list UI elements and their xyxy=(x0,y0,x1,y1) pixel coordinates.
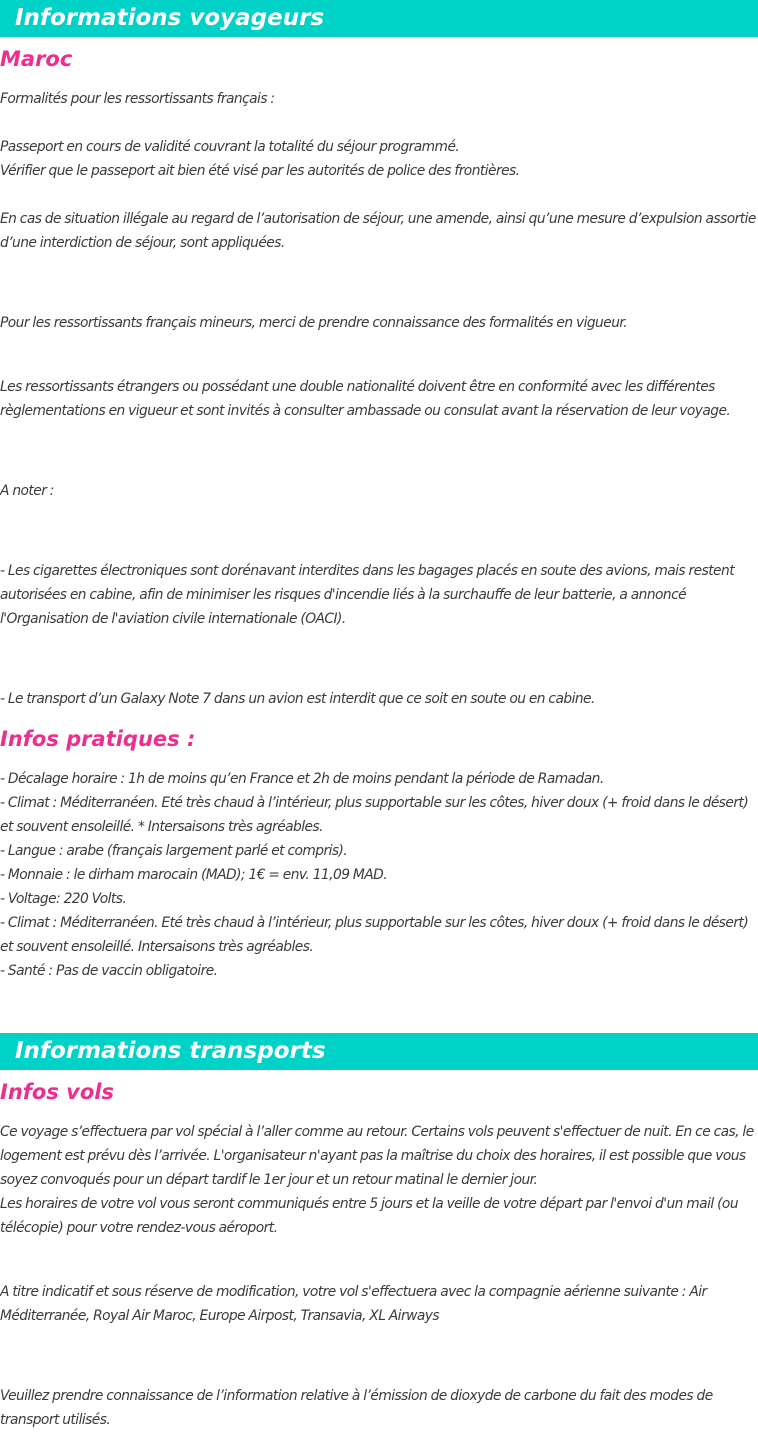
vols-block xyxy=(0,1120,758,1240)
cigarettes-paragraph: - Les cigarettes électroniques sont dorénavant interdites dans les bagages placés en soute des avions, mais restent autorisées en cabine, afin de minimiser les risques d'incendie liés à la surchauffe de leur batterie, a annoncé l'Organisation de l'aviation civile internationale (OACI). xyxy=(0,563,735,627)
passport-line-1: Passeport en cours de validité couvrant la totalité du séjour programmé. xyxy=(0,139,460,155)
banner-informations-voyageurs: Informations voyageurs xyxy=(0,0,758,37)
a-noter-label: A noter : xyxy=(0,483,54,499)
vols-paragraph-1: Ce voyage s’effectuera par vol spécial à l’aller comme au retour. Certains vols peuvent s'effectuer de nuit. En ce cas, le logement est prévu dès l’arrivée. L'organisateur n'ayant pas la maîtrise du choix des horaires, il est possible que vous soyez convoqués pour un départ tardif le 1er jour et un retour matinal le dernier jour. xyxy=(0,1124,754,1188)
passport-line-2: Vérifier que le passeport ait bien été visé par les autorités de police des frontières. xyxy=(0,163,520,179)
list-item-decalage: - Décalage horaire : 1h de moins qu’en France et 2h de moins pendant la période de Ramadan. xyxy=(0,771,604,787)
co2-paragraph: Veuillez prendre connaissance de l’information relative à l’émission de dioxyde de carbone du fait des modes de transport utilisés. xyxy=(0,1388,713,1428)
vols-paragraph-2: Les horaires de votre vol vous seront communiqués entre 5 jours et la veille de votre départ par l'envoi d'un mail (ou télécopie) pour votre rendez-vous aéroport. xyxy=(0,1196,739,1236)
infos-vols-heading: Infos vols xyxy=(0,1080,114,1104)
compagnie-paragraph: A titre indicatif et sous réserve de modification, votre vol s'effectuera avec la compagnie aérienne suivante : Air Méditerranée, Royal Air Maroc, Europe Airpost, Transavia, XL Airways xyxy=(0,1284,707,1324)
list-item-monnaie: - Monnaie : le dirham marocain (MAD); 1€ = env. 11,09 MAD. xyxy=(0,867,388,883)
formalites-title: Formalités pour les ressortissants français : xyxy=(0,91,275,107)
foreigners-paragraph: Les ressortissants étrangers ou possédant une double nationalité doivent être en conformité avec les différentes règlementations en vigueur et sont invités à consulter ambassade ou consulat avant la réservation de leur voyage. xyxy=(0,379,731,419)
list-item-langue: - Langue : arabe (français largement parlé et compris). xyxy=(0,843,348,859)
list-item-voltage: - Voltage: 220 Volts. xyxy=(0,891,127,907)
minors-paragraph: Pour les ressortissants français mineurs, merci de prendre connaissance des formalités en vigueur. xyxy=(0,315,628,331)
banner-informations-transports: Informations transports xyxy=(0,1033,758,1070)
infos-pratiques-list xyxy=(0,767,758,983)
list-item-sante: - Santé : Pas de vaccin obligatoire. xyxy=(0,963,218,979)
galaxy-paragraph: - Le transport d’un Galaxy Note 7 dans un avion est interdit que ce soit en soute ou en cabine. xyxy=(0,691,595,707)
country-heading: Maroc xyxy=(0,47,73,71)
infos-pratiques-heading: Infos pratiques : xyxy=(0,727,196,751)
illegal-stay-paragraph: En cas de situation illégale au regard de l’autorisation de séjour, une amende, ainsi qu’une mesure d’expulsion assortie d’une interdiction de séjour, sont appliquées. xyxy=(0,211,756,251)
list-item-climat: - Climat : Méditerranéen. Eté très chaud à l’intérieur, plus supportable sur les côtes, hiver doux (+ froid dans le désert) et souvent ensoleillé. * Intersaisons très agréables. xyxy=(0,795,749,835)
passport-block xyxy=(0,135,758,183)
list-item-climat-2: - Climat : Méditerranéen. Eté très chaud à l’intérieur, plus supportable sur les côtes, hiver doux (+ froid dans le désert) et souvent ensoleillé. Intersaisons très agréables. xyxy=(0,915,749,955)
